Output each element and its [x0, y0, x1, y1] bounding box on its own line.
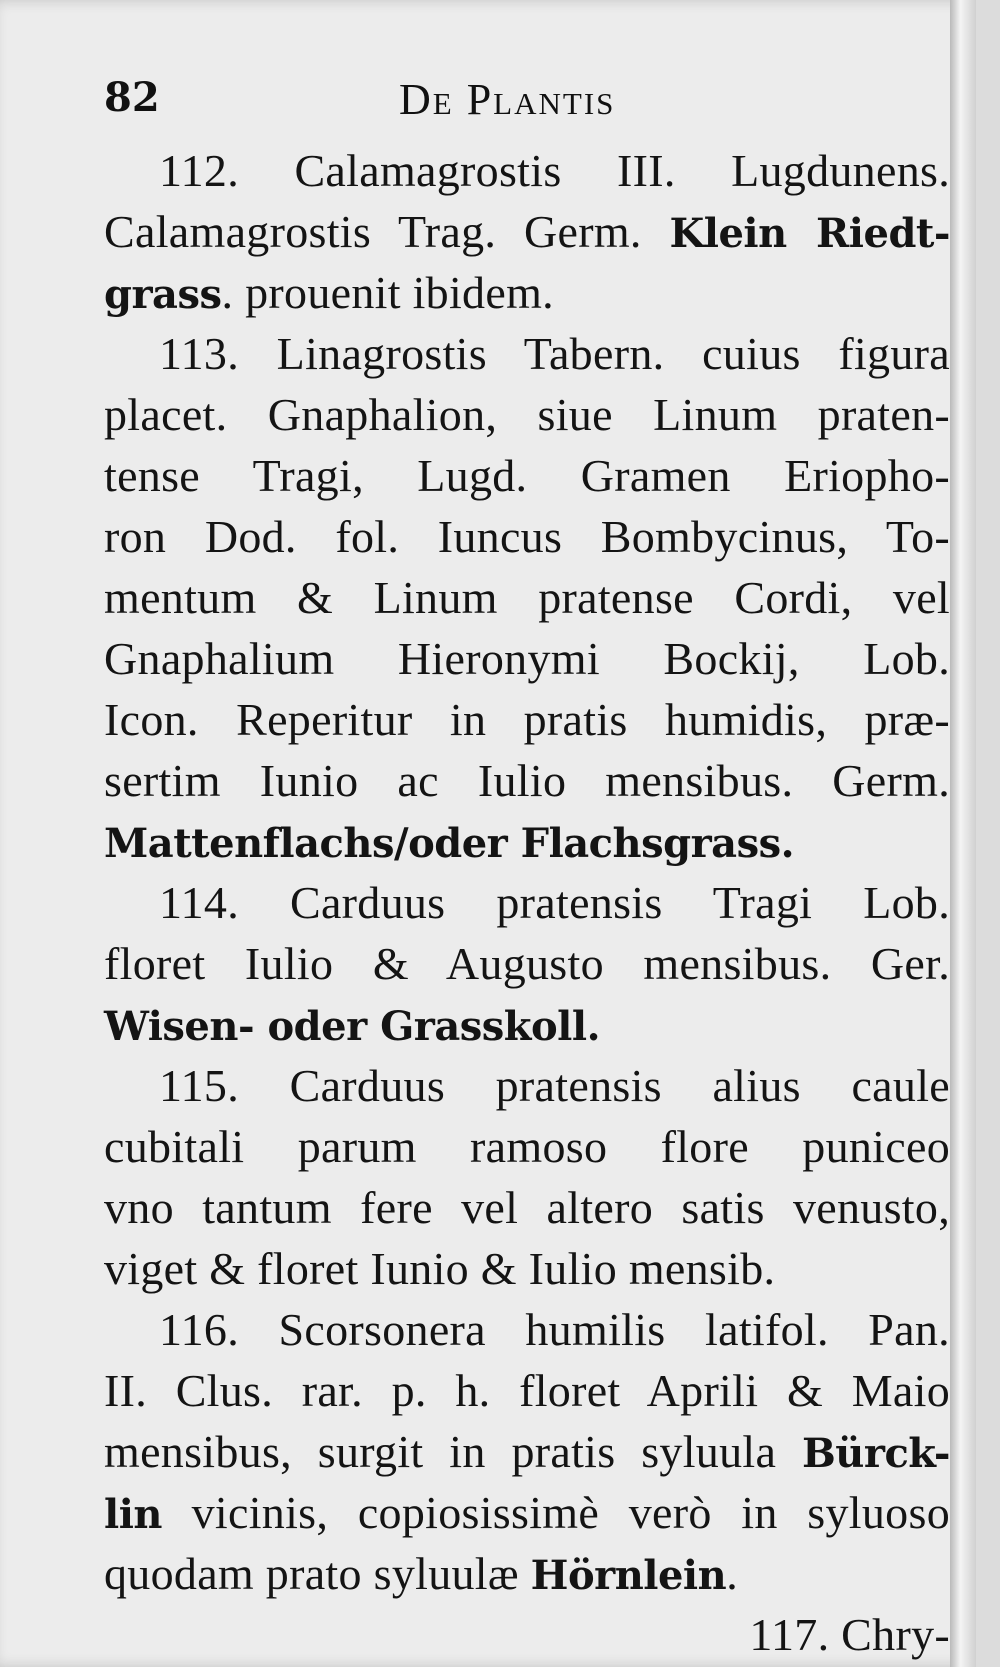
- text-line: 115. Carduus pratensis alius caule: [159, 1060, 950, 1111]
- text-line: mensibus, surgit in pratis syluula Bürck-: [104, 1426, 950, 1477]
- text-line: placet. Gnaphalion, siue Linum praten-: [104, 389, 950, 440]
- text-line: [104, 994, 950, 1055]
- german-name: grass: [104, 271, 222, 318]
- page-number: 82: [104, 74, 160, 121]
- text-line: 114. Carduus pratensis Tragi Lob.: [159, 877, 950, 928]
- text-line: 112. Calamagrostis III. Lugdunens.: [159, 145, 950, 196]
- text-line: 113. Linagrostis Tabern. cuius figura: [159, 328, 950, 379]
- text-line: viget & floret Iunio & Iulio mensib.: [104, 1243, 776, 1294]
- german-name: Wisen- oder Grasskoll.: [104, 1003, 600, 1050]
- text-line: sertim Iunio ac Iulio mensibus. Germ.: [104, 755, 950, 806]
- text-line: II. Clus. rar. p. h. floret Aprili & Maio: [104, 1365, 950, 1416]
- text-line: lin vicinis, copiosissimè verò in syluoso: [104, 1487, 950, 1538]
- german-name: Mattenflachs/oder Flachsgrass.: [104, 820, 795, 867]
- text-line: ron Dod. fol. Iuncus Bombycinus, To-: [104, 511, 950, 562]
- text-line: cubitali parum ramoso flore puniceo: [104, 1121, 950, 1172]
- german-name: Bürck-: [801, 1430, 950, 1477]
- text-line: grass. prouenit ibidem.: [104, 267, 554, 318]
- german-name: Klein Riedt-: [669, 210, 950, 257]
- text-line: quodam prato syluulæ Hörnlein.: [104, 1548, 739, 1599]
- german-name: Hörnlein: [530, 1552, 727, 1599]
- text-line: mentum & Linum pratense Cordi, vel: [104, 572, 950, 623]
- text-line: floret Iulio & Augusto mensibus. Ger.: [104, 938, 950, 989]
- text-line: vno tantum fere vel altero satis venusto,: [104, 1182, 950, 1233]
- text-line: Calamagrostis Trag. Germ. Klein Riedt-: [104, 206, 950, 257]
- text-line: Icon. Reperitur in pratis humidis, præ-: [104, 694, 950, 745]
- text-line: 116. Scorsonera humilis latifol. Pan.: [159, 1304, 950, 1355]
- text-line: [104, 811, 950, 872]
- text-line: Gnaphalium Hieronymi Bockij, Lob.: [104, 633, 950, 684]
- page-header: [104, 68, 694, 128]
- page-fore-edge: [950, 0, 976, 1667]
- running-title: De Plantis: [399, 75, 616, 124]
- main-text: [104, 140, 950, 1665]
- german-name: lin: [104, 1491, 162, 1538]
- catchword: 117. Chry-: [749, 1609, 950, 1660]
- text-line: tense Tragi, Lugd. Gramen Eriopho-: [104, 450, 950, 501]
